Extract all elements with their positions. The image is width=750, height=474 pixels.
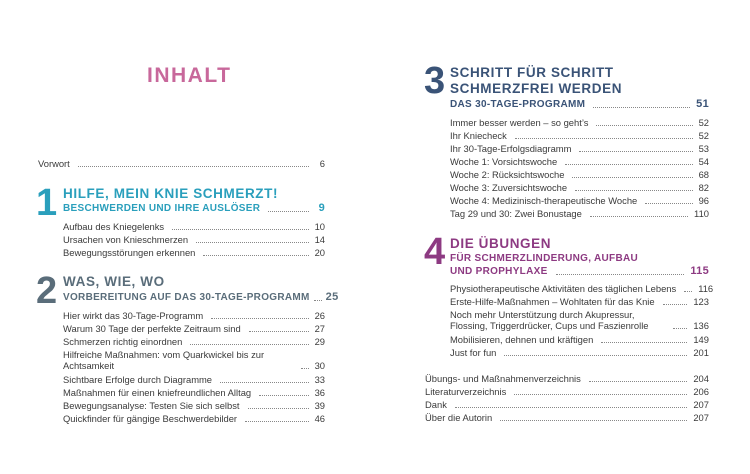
toc-label: Immer besser werden – so geht’s — [450, 117, 589, 128]
dot-leader — [301, 368, 309, 369]
toc-label: Dank — [425, 399, 447, 410]
toc-label: Vorwort — [38, 158, 70, 169]
toc-label: Ihr 30-Tage-Erfolgsdiagramm — [450, 143, 572, 154]
toc-label: Mobilisieren, dehnen und kräftigen — [450, 334, 594, 345]
dot-leader — [515, 138, 693, 139]
toc-label: Erste-Hilfe-Maßnahmen – Wohltaten für das Knie — [450, 296, 655, 307]
toc-label: Woche 4: Medizinisch-therapeutische Woche — [450, 195, 638, 206]
dot-leader — [259, 395, 308, 396]
toc-label: UND PROPHYLAXE — [450, 266, 548, 277]
toc-entry[interactable] — [450, 347, 709, 358]
toc-entry[interactable] — [450, 182, 709, 193]
dot-leader — [196, 242, 309, 243]
toc-label: Bewegungsstörungen erkennen — [63, 247, 196, 258]
toc-entry[interactable] — [450, 296, 709, 307]
toc-entry[interactable] — [63, 247, 325, 258]
toc-label: Übungs- und Maßnahmenverzeichnis — [425, 373, 581, 384]
dot-leader — [514, 394, 687, 395]
chapter-heading-line1: SCHRITT FÜR SCHRITT — [450, 65, 614, 80]
toc-label: Sichtbare Erfolge durch Diagramme — [63, 374, 213, 385]
toc-label: Hilfreiche Maßnahmen: vom Quarkwickel bis zur Achtsamkeit — [63, 349, 265, 371]
chapter-number: 4 — [424, 231, 446, 273]
toc-entry[interactable] — [450, 283, 714, 294]
toc-entry[interactable] — [63, 310, 325, 321]
toc-entry[interactable] — [63, 413, 325, 424]
toc-page: 53 — [698, 143, 709, 154]
toc-entry-appendix[interactable] — [425, 386, 709, 397]
dot-leader — [314, 300, 322, 301]
dot-leader — [645, 203, 692, 204]
toc-page: 6 — [319, 158, 325, 169]
toc-label: Aufbau des Kniegelenks — [63, 221, 165, 232]
toc-entry[interactable] — [450, 309, 709, 331]
toc-page: 206 — [693, 386, 709, 397]
toc-label: Literaturverzeichnis — [425, 386, 507, 397]
toc-label: Hier wirkt das 30-Tage-Programm — [63, 310, 204, 321]
toc-subheading[interactable] — [450, 266, 709, 277]
dot-leader — [593, 107, 690, 108]
toc-label: Physiotherapeutische Aktivitäten des täglichen Lebens — [450, 283, 677, 294]
dot-leader — [504, 355, 687, 356]
dot-leader — [684, 291, 692, 292]
dot-leader — [673, 328, 687, 329]
toc-entry[interactable] — [450, 169, 709, 180]
toc-page: 123 — [693, 296, 709, 307]
chapter-number: 2 — [36, 270, 58, 312]
toc-entry[interactable] — [63, 387, 325, 398]
toc-entry[interactable] — [450, 156, 709, 167]
toc-entry-appendix[interactable] — [425, 373, 709, 384]
toc-entry[interactable] — [63, 349, 325, 371]
chapter-number: 3 — [424, 60, 446, 102]
toc-entry[interactable] — [450, 334, 709, 345]
toc-label: Woche 3: Zuversichtswoche — [450, 182, 568, 193]
dot-leader — [575, 190, 692, 191]
toc-label: Ihr Kniecheck — [450, 130, 507, 141]
toc-page: 52 — [698, 117, 709, 128]
toc-entry[interactable] — [450, 130, 709, 141]
toc-page: 110 — [694, 208, 709, 219]
dot-leader — [211, 318, 308, 319]
toc-page: 26 — [314, 310, 325, 321]
toc-entry[interactable] — [63, 374, 325, 385]
toc-page: 96 — [698, 195, 709, 206]
dot-leader — [556, 274, 685, 275]
chapter-heading-line2: SCHMERZFREI WERDEN — [450, 81, 623, 96]
toc-page: 54 — [698, 156, 709, 167]
toc-label: Quickfinder für gängige Beschwerdebilder — [63, 413, 238, 424]
dot-leader — [203, 255, 308, 256]
toc-page: 68 — [698, 169, 709, 180]
toc-page: 39 — [314, 400, 325, 411]
toc-page: 201 — [693, 347, 709, 358]
dot-leader — [601, 342, 687, 343]
page-title: INHALT — [147, 64, 232, 87]
dot-leader — [590, 216, 688, 217]
chapter-heading: HILFE, MEIN KNIE SCHMERZT! — [63, 186, 279, 201]
dot-leader — [572, 177, 692, 178]
dot-leader — [500, 420, 687, 421]
toc-entry-vorwort[interactable] — [38, 158, 325, 169]
dot-leader — [172, 229, 308, 230]
toc-label: Warum 30 Tage der perfekte Zeitraum sind — [63, 323, 241, 334]
dot-leader — [596, 125, 692, 126]
toc-page: 51 — [696, 98, 709, 110]
dot-leader — [78, 166, 309, 167]
toc-entry-appendix[interactable] — [425, 412, 709, 423]
toc-entry[interactable] — [63, 323, 325, 334]
toc-label: FÜR SCHMERZLINDERUNG, AUFBAU — [450, 253, 639, 264]
toc-entry[interactable] — [450, 143, 709, 154]
toc-entry[interactable] — [63, 336, 325, 347]
toc-page: 204 — [693, 373, 709, 384]
toc-label: Noch mehr Unterstützung durch Akupressur, Flossing, Triggerdrücker, Cups und Faszienrolle — [450, 309, 649, 331]
toc-label: Über die Autorin — [425, 412, 493, 423]
toc-label: Woche 2: Rücksichtswoche — [450, 169, 565, 180]
toc-page: 14 — [314, 234, 325, 245]
toc-page: 116 — [698, 283, 714, 294]
toc-entry[interactable] — [450, 208, 709, 219]
toc-subheading-line1 — [450, 253, 709, 264]
toc-label: DAS 30-TAGE-PROGRAMM — [450, 99, 586, 110]
chapter-heading: WAS, WIE, WO — [63, 274, 165, 289]
toc-page: 30 — [314, 360, 326, 371]
toc-page: 9 — [318, 202, 325, 214]
dot-leader — [190, 344, 308, 345]
toc-entry-appendix[interactable] — [425, 399, 709, 410]
toc-label: Schmerzen richtig einordnen — [63, 336, 183, 347]
toc-page: 20 — [314, 247, 325, 258]
toc-subheading[interactable] — [63, 291, 339, 303]
toc-entry[interactable] — [63, 234, 325, 245]
toc-page: 27 — [314, 323, 325, 334]
toc-label: VORBEREITUNG AUF DAS 30-TAGE-PROGRAMM — [63, 292, 310, 303]
toc-label: Just for fun — [450, 347, 497, 358]
toc-subheading[interactable] — [450, 99, 709, 110]
toc-label: Ursachen von Knieschmerzen — [63, 234, 189, 245]
toc-page: 52 — [698, 130, 709, 141]
toc-page: 136 — [693, 320, 709, 331]
toc-entry[interactable] — [63, 221, 325, 232]
toc-label: BESCHWERDEN UND IHRE AUSLÖSER — [63, 203, 261, 214]
toc-subheading[interactable] — [63, 203, 325, 214]
toc-page: 82 — [698, 182, 709, 193]
chapter-number: 1 — [36, 182, 58, 224]
toc-label: Maßnahmen für einen kniefreundlichen Alltag — [63, 387, 252, 398]
dot-leader — [579, 151, 692, 152]
toc-page: 25 — [325, 291, 339, 303]
dot-leader — [268, 211, 309, 212]
toc-entry[interactable] — [63, 400, 325, 411]
toc-entry[interactable] — [450, 195, 709, 206]
toc-label: Tag 29 und 30: Zwei Bonustage — [450, 208, 582, 219]
dot-leader — [249, 331, 309, 332]
toc-page: 33 — [314, 374, 325, 385]
toc-page: 29 — [314, 336, 325, 347]
dot-leader — [565, 164, 692, 165]
chapter-heading: DIE ÜBUNGEN — [450, 236, 552, 251]
dot-leader — [663, 304, 688, 305]
dot-leader — [455, 407, 687, 408]
toc-page: 149 — [693, 334, 709, 345]
toc-page: 207 — [693, 399, 709, 410]
dot-leader — [589, 381, 688, 382]
toc-label: Bewegungsanalyse: Testen Sie sich selbst — [63, 400, 240, 411]
toc-page: 46 — [314, 413, 325, 424]
toc-page: 115 — [690, 265, 709, 277]
toc-entry[interactable] — [450, 117, 709, 128]
toc-page: 10 — [314, 221, 325, 232]
toc-label: Woche 1: Vorsichtswoche — [450, 156, 558, 167]
dot-leader — [220, 382, 309, 383]
toc-page: 207 — [693, 412, 709, 423]
dot-leader — [245, 421, 309, 422]
dot-leader — [248, 408, 309, 409]
toc-page: 36 — [314, 387, 325, 398]
